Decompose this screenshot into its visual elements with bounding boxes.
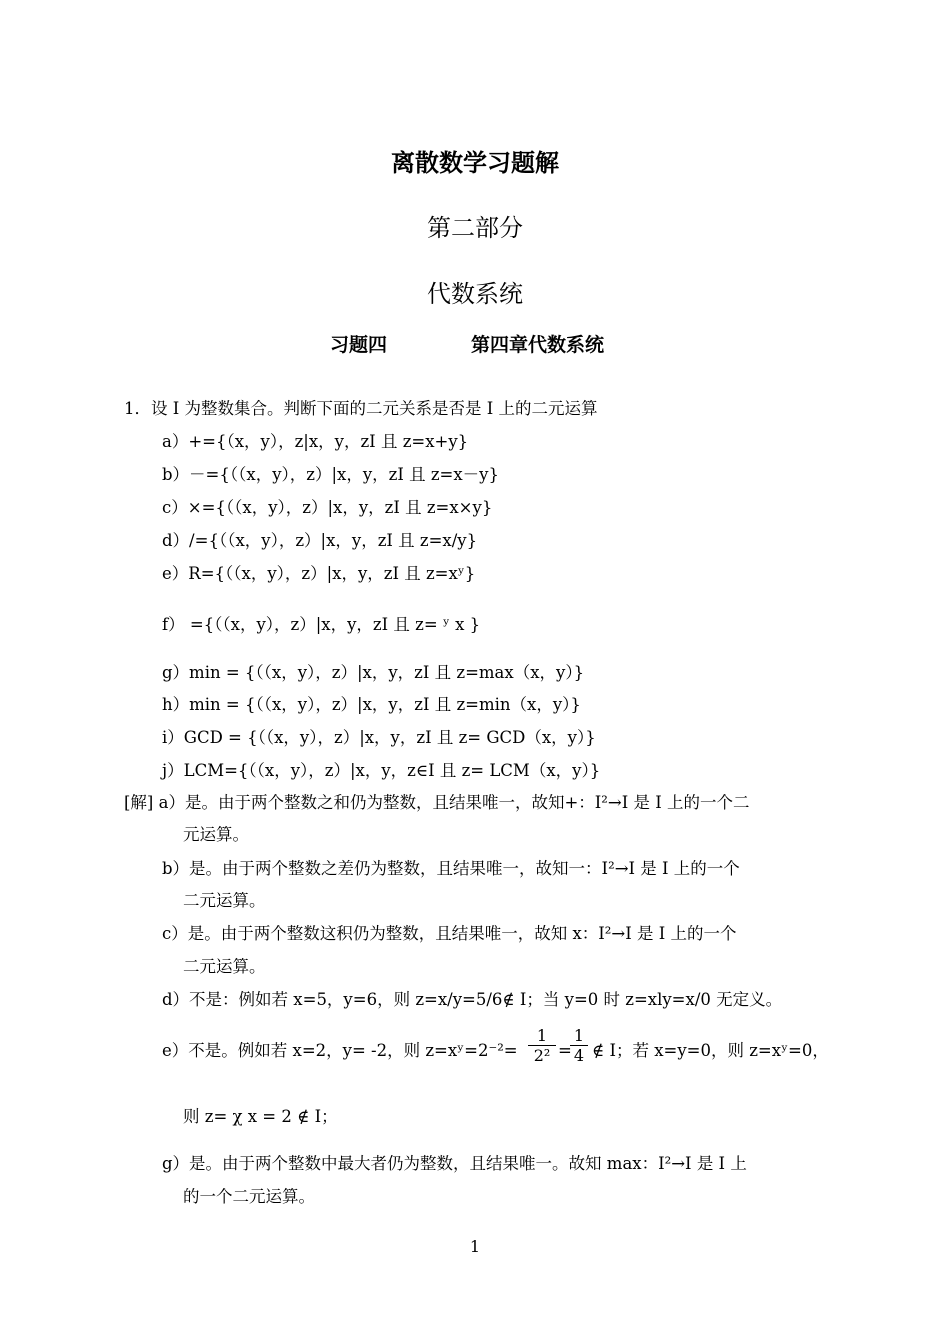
solution-c-line2: 二元运算。 — [183, 957, 266, 976]
question-item-h: h）min = {（（x，y），z）|x，y，zI 且 z=min（x，y）} — [162, 695, 581, 714]
fraction-one-over-two-squared — [528, 1026, 556, 1065]
part-title: 代数系统 — [427, 280, 523, 308]
solution-a-line2: 元运算。 — [183, 825, 249, 844]
part-label: 第二部分 — [427, 214, 523, 242]
solution-e-line2: 则 z= χ x = 2 ∉ I； — [183, 1107, 338, 1126]
solution-c-line1: c）是。由于两个整数这积仍为整数，且结果唯一，故知 x：I²→I 是 I 上的一个 — [162, 924, 737, 943]
page-number: 1 — [469, 1237, 481, 1256]
solution-a-line1: [解] a）是。由于两个整数之和仍为整数，且结果唯一，故知+：I²→I 是 I 上的一个二 — [124, 793, 750, 812]
chapter-label: 第四章代数系统 — [471, 334, 605, 356]
question-item-f: f） ={（（x，y），z）|x，y，zI 且 z= ʸ x } — [162, 615, 481, 634]
question-item-e: e）R={（（x，y），z）|x，y，zI 且 z=xʸ} — [162, 564, 476, 583]
document-title: 离散数学习题解 — [391, 149, 559, 177]
question-item-b: b）－={（（x，y），z）|x，y，zI 且 z=x－y} — [162, 465, 499, 484]
question-item-c: c）×={（（x，y），z）|x，y，zI 且 z=x×y} — [162, 498, 493, 517]
solution-g-line1: g）是。由于两个整数中最大者仍为整数，且结果唯一。故知 max：I²→I 是 I 上 — [162, 1154, 747, 1173]
fraction-denominator: 2² — [533, 1046, 551, 1065]
fraction-numerator: 1 — [570, 1026, 588, 1046]
fraction-denominator: 4 — [573, 1046, 585, 1065]
solution-b-line1: b）是。由于两个整数之差仍为整数，且结果唯一，故知一：I²→I 是 I 上的一个 — [162, 859, 740, 878]
solution-e-line1b: ∉ I；若 x=y=0，则 z=xʸ=0， — [592, 1041, 829, 1060]
exercise-label: 习题四 — [330, 334, 388, 356]
solution-d-line1: d）不是：例如若 x=5，y=6，则 z=x/y=5/6∉ I；当 y=0 时 z=xly=x/0 无定义。 — [162, 990, 783, 1009]
solution-e-line1a: e）不是。例如若 x=2，y= -2，则 z=xʸ=2⁻²= — [162, 1041, 518, 1060]
fraction-one-over-four — [570, 1026, 588, 1065]
fraction-numerator: 1 — [528, 1026, 556, 1046]
question-stem: 1．设 I 为整数集合。判断下面的二元关系是否是 I 上的二元运算 — [124, 399, 598, 418]
equals-sign: = — [558, 1041, 572, 1060]
question-item-a: a）+={（x，y），z|x，y，zI 且 z=x+y} — [162, 432, 469, 451]
question-item-j: j）LCM={（（x，y），z）|x，y，z∈I 且 z= LCM（x，y）} — [162, 761, 601, 780]
solution-g-line2: 的一个二元运算。 — [183, 1187, 315, 1206]
question-item-g: g）min = {（（x，y），z）|x，y，zI 且 z=max（x，y）} — [162, 663, 585, 682]
solution-b-line2: 二元运算。 — [183, 891, 266, 910]
question-item-i: i）GCD = {（（x，y），z）|x，y，zI 且 z= GCD（x，y）} — [162, 728, 596, 747]
question-item-d: d）/={（（x，y），z）|x，y，zI 且 z=x/y} — [162, 531, 478, 550]
